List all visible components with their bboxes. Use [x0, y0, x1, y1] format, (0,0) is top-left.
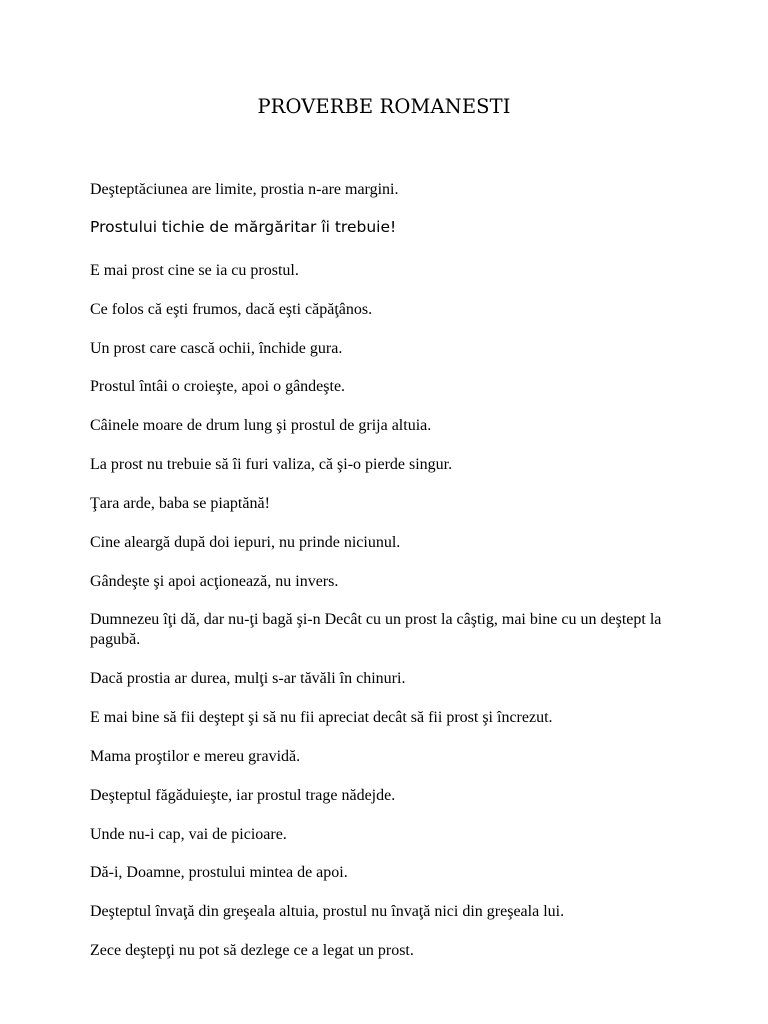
proverb-item: Dă-i, Doamne, prostului mintea de apoi. — [90, 864, 348, 881]
proverb-item: Deşteptăciunea are limite, prostia n-are margini. — [90, 181, 399, 198]
proverb-item: Ce folos că eşti frumos, dacă eşti căpăţânos. — [90, 301, 373, 318]
proverb-item: E mai prost cine se ia cu prostul. — [90, 262, 299, 279]
proverb-item: Cine aleargă după doi iepuri, nu prinde niciunul. — [90, 534, 401, 551]
page-title: PROVERBE ROMANESTI — [257, 95, 511, 118]
proverb-item: Deşteptul învaţă din greşeala altuia, prostul nu învaţă nici din greşeala lui. — [90, 903, 565, 920]
proverb-item: Câinele moare de drum lung şi prostul de grija altuia. — [90, 417, 432, 434]
proverb-item: Zece deştepţi nu pot să dezlege ce a legat un prost. — [90, 942, 414, 959]
proverb-item: Ţara arde, baba se piaptănă! — [90, 495, 270, 512]
proverb-item: Mama proştilor e mereu gravidă. — [90, 748, 301, 765]
proverb-item: Dumnezeu îţi dă, dar nu-ţi bagă şi-n Decât cu un prost la câştig, mai bine cu un deştept la pagubă. — [90, 611, 662, 648]
proverb-item: La prost nu trebuie să îi furi valiza, că şi-o pierde singur. — [90, 456, 453, 473]
proverb-item: E mai bine să fii deştept şi să nu fii apreciat decât să fii prost şi încrezut. — [90, 709, 553, 726]
proverb-item: Prostul întâi o croieşte, apoi o gândeşte. — [90, 378, 346, 395]
proverb-item: Prostului tichie de mărgăritar îi trebuie! — [90, 218, 397, 236]
proverb-item: Unde nu-i cap, vai de picioare. — [90, 826, 287, 843]
proverb-item: Gândeşte şi apoi acţionează, nu invers. — [90, 573, 339, 590]
proverb-item: Dacă prostia ar durea, mulţi s-ar tăvăli în chinuri. — [90, 670, 406, 687]
proverb-item: Un prost care cască ochii, închide gura. — [90, 340, 343, 357]
proverb-item: Deşteptul făgăduieşte, iar prostul trage nădejde. — [90, 787, 396, 804]
